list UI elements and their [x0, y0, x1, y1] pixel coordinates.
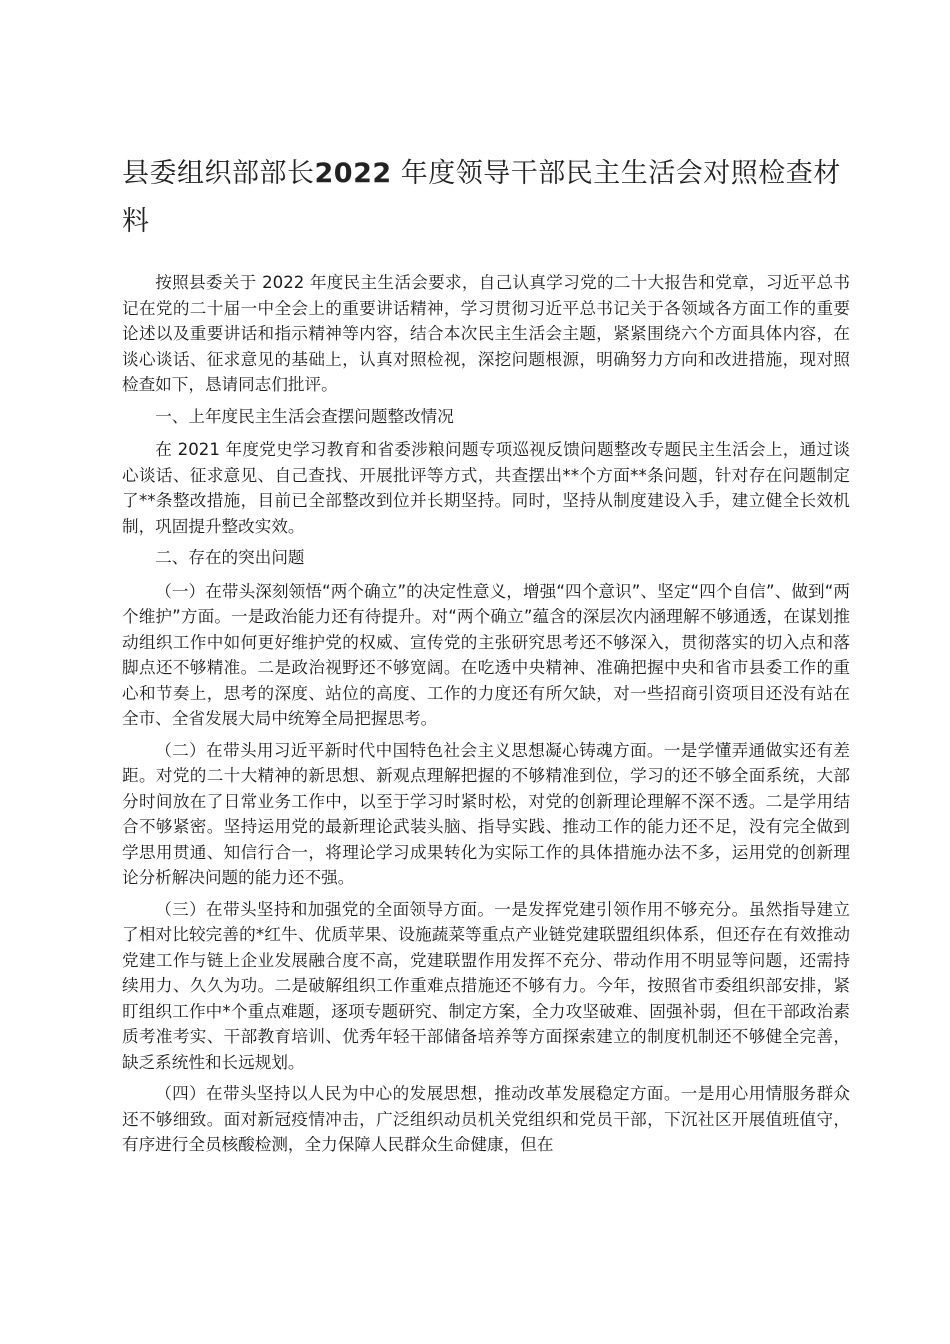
title-part-2: 年度领导干部民主生活会对照检查材料	[122, 158, 841, 237]
section-2-heading: 二、存在的突出问题	[155, 548, 305, 567]
section-1-heading: 一、上年度民主生活会查摆问题整改情况	[155, 406, 454, 426]
section-1-paragraph: 在 2021 年度党史学习教育和省委涉粮问题专项巡视反馈问题整改专题民主生活会上，通过谈心谈话、征求意见、自己查找、开展批评等方式，共查摆出**个方面**条问题，针对存在问题制定了**条整改措施，目前已全部整改到位并长期坚持。同时，坚持从制度建设入手，建立健全长效机制，巩固提升整改实效。	[122, 440, 850, 536]
intro-paragraph: 按照县委关于 2022 年度民主生活会要求，自己认真学习党的二十大报告和党章，习近平总书记在党的二十届一中全会上的重要讲话精神，学习贯彻习近平总书记关于各领域各方面工作的重要论述以及重要讲话和指示精神等内容，结合本次民主生活会主题，紧紧围绕六个方面具体内容，在谈心谈话、征求意见的基础上，认真对照检视，深挖问题根源，明确努力方向和改进措施，现对照检查如下，恳请同志们批评。	[122, 273, 850, 394]
title-part-1: 县委组织部部长	[122, 158, 315, 189]
issue-paragraph-3: （三）在带头坚持和加强党的全面领导方面。一是发挥党建引领作用不够充分。虽然指导建立了相对比较完善的*红牛、优质苹果、设施蔬菜等重点产业链党建联盟组织体系，但还存在有效推动党建工作与链上企业发展融合度不高，党建联盟作用发挥不充分、带动作用不明显等问题，还需持续用力、久久为功。二是破解组织工作重难点措施还不够有力。今年，按照省市委组织部安排，紧盯组织工作中*个重点难题，逐项专题研究、制定方案，全力攻坚破难、固强补弱，但在干部政治素质考准考实、干部教育培训、优秀年轻干部储备培养等方面探索建立的制度机制还不够健全完善，缺乏系统性和长远规划。	[122, 899, 850, 1072]
document-page	[122, 150, 850, 1164]
issue-paragraph-1: （一）在带头深刻领悟“两个确立”的决定性意义，增强“四个意识”、坚定“四个自信”、做到“两个维护”方面。一是政治能力还有待提升。对“两个确立”蕴含的深层次内涵理解不够通透，在谋划推动组织工作中如何更好维护党的权威、宣传党的主张研究思考还不够深入，贯彻落实的切入点和落脚点还不够精准。二是政治视野还不够宽阔。在吃透中央精神、准确把握中央和省市县委工作的重心和节奏上，思考的深度、站位的高度、工作的力度还有所欠缺，对一些招商引资项目还没有站在全市、全省发展大局中统筹全局把握思考。	[122, 581, 850, 728]
title-year: 2022	[314, 158, 392, 189]
document-title	[122, 150, 850, 246]
issue-paragraph-4: （四）在带头坚持以人民为中心的发展思想，推动改革发展稳定方面。一是用心用情服务群众还不够细致。面对新冠疫情冲击，广泛组织动员机关党组织和党员干部，下沉社区开展值班值守，有序进行全员核酸检测，全力保障人民群众生命健康，但在	[122, 1084, 850, 1154]
issue-paragraph-2: （二）在带头用习近平新时代中国特色社会主义思想凝心铸魂方面。一是学懂弄通做实还有差距。对党的二十大精神的新思想、新观点理解把握的不够精准到位，学习的还不够全面系统，大部分时间放在了日常业务工作中，以至于学习时紧时松，对党的创新理论理解不深不透。二是学用结合不够紧密。坚持运用党的最新理论武装头脑、指导实践、推动工作的能力还不足，没有完全做到学思用贯通、知信行合一，将理论学习成果转化为实际工作的具体措施办法不多，运用党的创新理论分析解决问题的能力还不强。	[122, 740, 850, 887]
